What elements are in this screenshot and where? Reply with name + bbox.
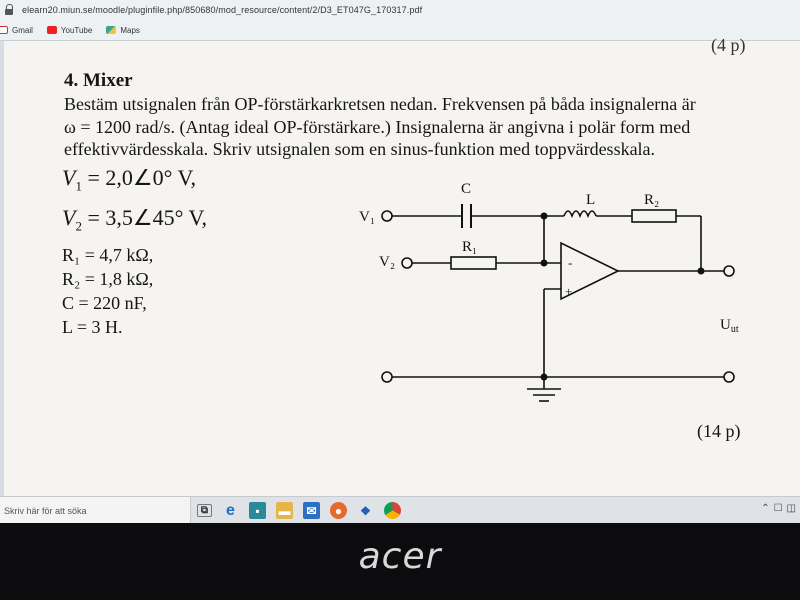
opamp-circuit-diagram bbox=[344, 171, 764, 421]
chrome-icon[interactable] bbox=[384, 502, 401, 519]
browser-chrome bbox=[0, 0, 800, 41]
ground-right-terminal bbox=[724, 372, 734, 382]
r2-value: R₂ = 1,8 kΩ, bbox=[62, 268, 154, 289]
v1-value: $V_1$ = 2,0∠0° V, bbox=[62, 165, 197, 194]
ground-left-terminal bbox=[382, 372, 392, 382]
chevron-up-icon[interactable]: ⌃ bbox=[761, 503, 770, 514]
given-values bbox=[62, 162, 207, 339]
label-capacitor: C bbox=[461, 181, 472, 197]
taskbar-search[interactable] bbox=[0, 497, 191, 523]
files-icon[interactable]: ▬ bbox=[276, 502, 293, 519]
previous-points: (4 p) bbox=[711, 35, 746, 55]
label-plus: + bbox=[565, 284, 573, 299]
gmail-icon bbox=[0, 26, 8, 34]
bookmark-maps[interactable] bbox=[106, 26, 140, 35]
search-placeholder: Skriv här för att söka bbox=[4, 506, 87, 516]
question-title: 4. Mixer bbox=[64, 70, 133, 91]
system-tray[interactable] bbox=[761, 503, 796, 514]
bookmark-label: Maps bbox=[120, 25, 140, 35]
lock-icon bbox=[4, 4, 14, 16]
store-icon[interactable]: ▪ bbox=[249, 502, 266, 519]
label-inductor: L bbox=[586, 192, 596, 208]
bookmark-gmail[interactable] bbox=[0, 26, 33, 35]
label-v2: V₂ bbox=[379, 254, 396, 270]
youtube-icon bbox=[47, 26, 57, 34]
task-view-icon[interactable]: ⧉ bbox=[197, 504, 212, 517]
bookmark-label: YouTube bbox=[60, 25, 93, 35]
bookmarks-bar bbox=[0, 22, 140, 38]
network-icon[interactable]: ☐ bbox=[773, 503, 783, 514]
bookmark-label: Gmail bbox=[12, 25, 33, 35]
v2-terminal bbox=[402, 258, 412, 268]
url-text[interactable]: elearn20.miun.se/moodle/pluginfile.php/850680/mod_resource/content/2/D3_ET047G_170317.pdf bbox=[22, 5, 423, 15]
question-points: (14 p) bbox=[697, 421, 741, 441]
mail-icon[interactable]: ✉ bbox=[303, 502, 320, 519]
firefox-icon[interactable]: ● bbox=[330, 502, 347, 519]
v1-terminal bbox=[382, 211, 392, 221]
r1-value: R₁ = 4,7 kΩ, bbox=[62, 244, 154, 265]
taskbar-apps bbox=[197, 502, 401, 519]
pdf-page bbox=[4, 35, 800, 496]
label-minus: - bbox=[568, 255, 573, 270]
question-text: Bestäm utsignalen från OP-förstärkarkretsen nedan. Frekvensen på båda insignalerna är ω = 1200 rad/s. (Antag ideal OP-förstärkare.) Insignalerna är angivna i polär form med effektivvärdesskala. Skriv utsignalen som en sinus-funktion med toppvärdesskala. bbox=[64, 94, 696, 159]
v2-value: $V_2$ = 3,5∠45° V, bbox=[62, 205, 208, 234]
bookmark-youtube[interactable] bbox=[47, 26, 92, 35]
label-uout: $U_{ut}$ bbox=[720, 317, 739, 335]
volume-icon[interactable]: ◫ bbox=[786, 503, 796, 514]
windows-taskbar bbox=[0, 496, 800, 523]
dropbox-icon[interactable]: ❖ bbox=[360, 503, 371, 518]
acer-logo: acer bbox=[358, 536, 442, 577]
label-r1: R₁ bbox=[462, 239, 478, 255]
l-value: L = 3 H. bbox=[62, 316, 123, 337]
label-r2: R₂ bbox=[644, 192, 660, 208]
c-value: C = 220 nF, bbox=[62, 292, 147, 313]
output-terminal bbox=[724, 266, 734, 276]
edge-icon[interactable]: e bbox=[226, 501, 235, 519]
maps-icon bbox=[106, 26, 116, 34]
address-bar[interactable] bbox=[0, 0, 800, 20]
label-v1: V₁ bbox=[359, 209, 376, 225]
